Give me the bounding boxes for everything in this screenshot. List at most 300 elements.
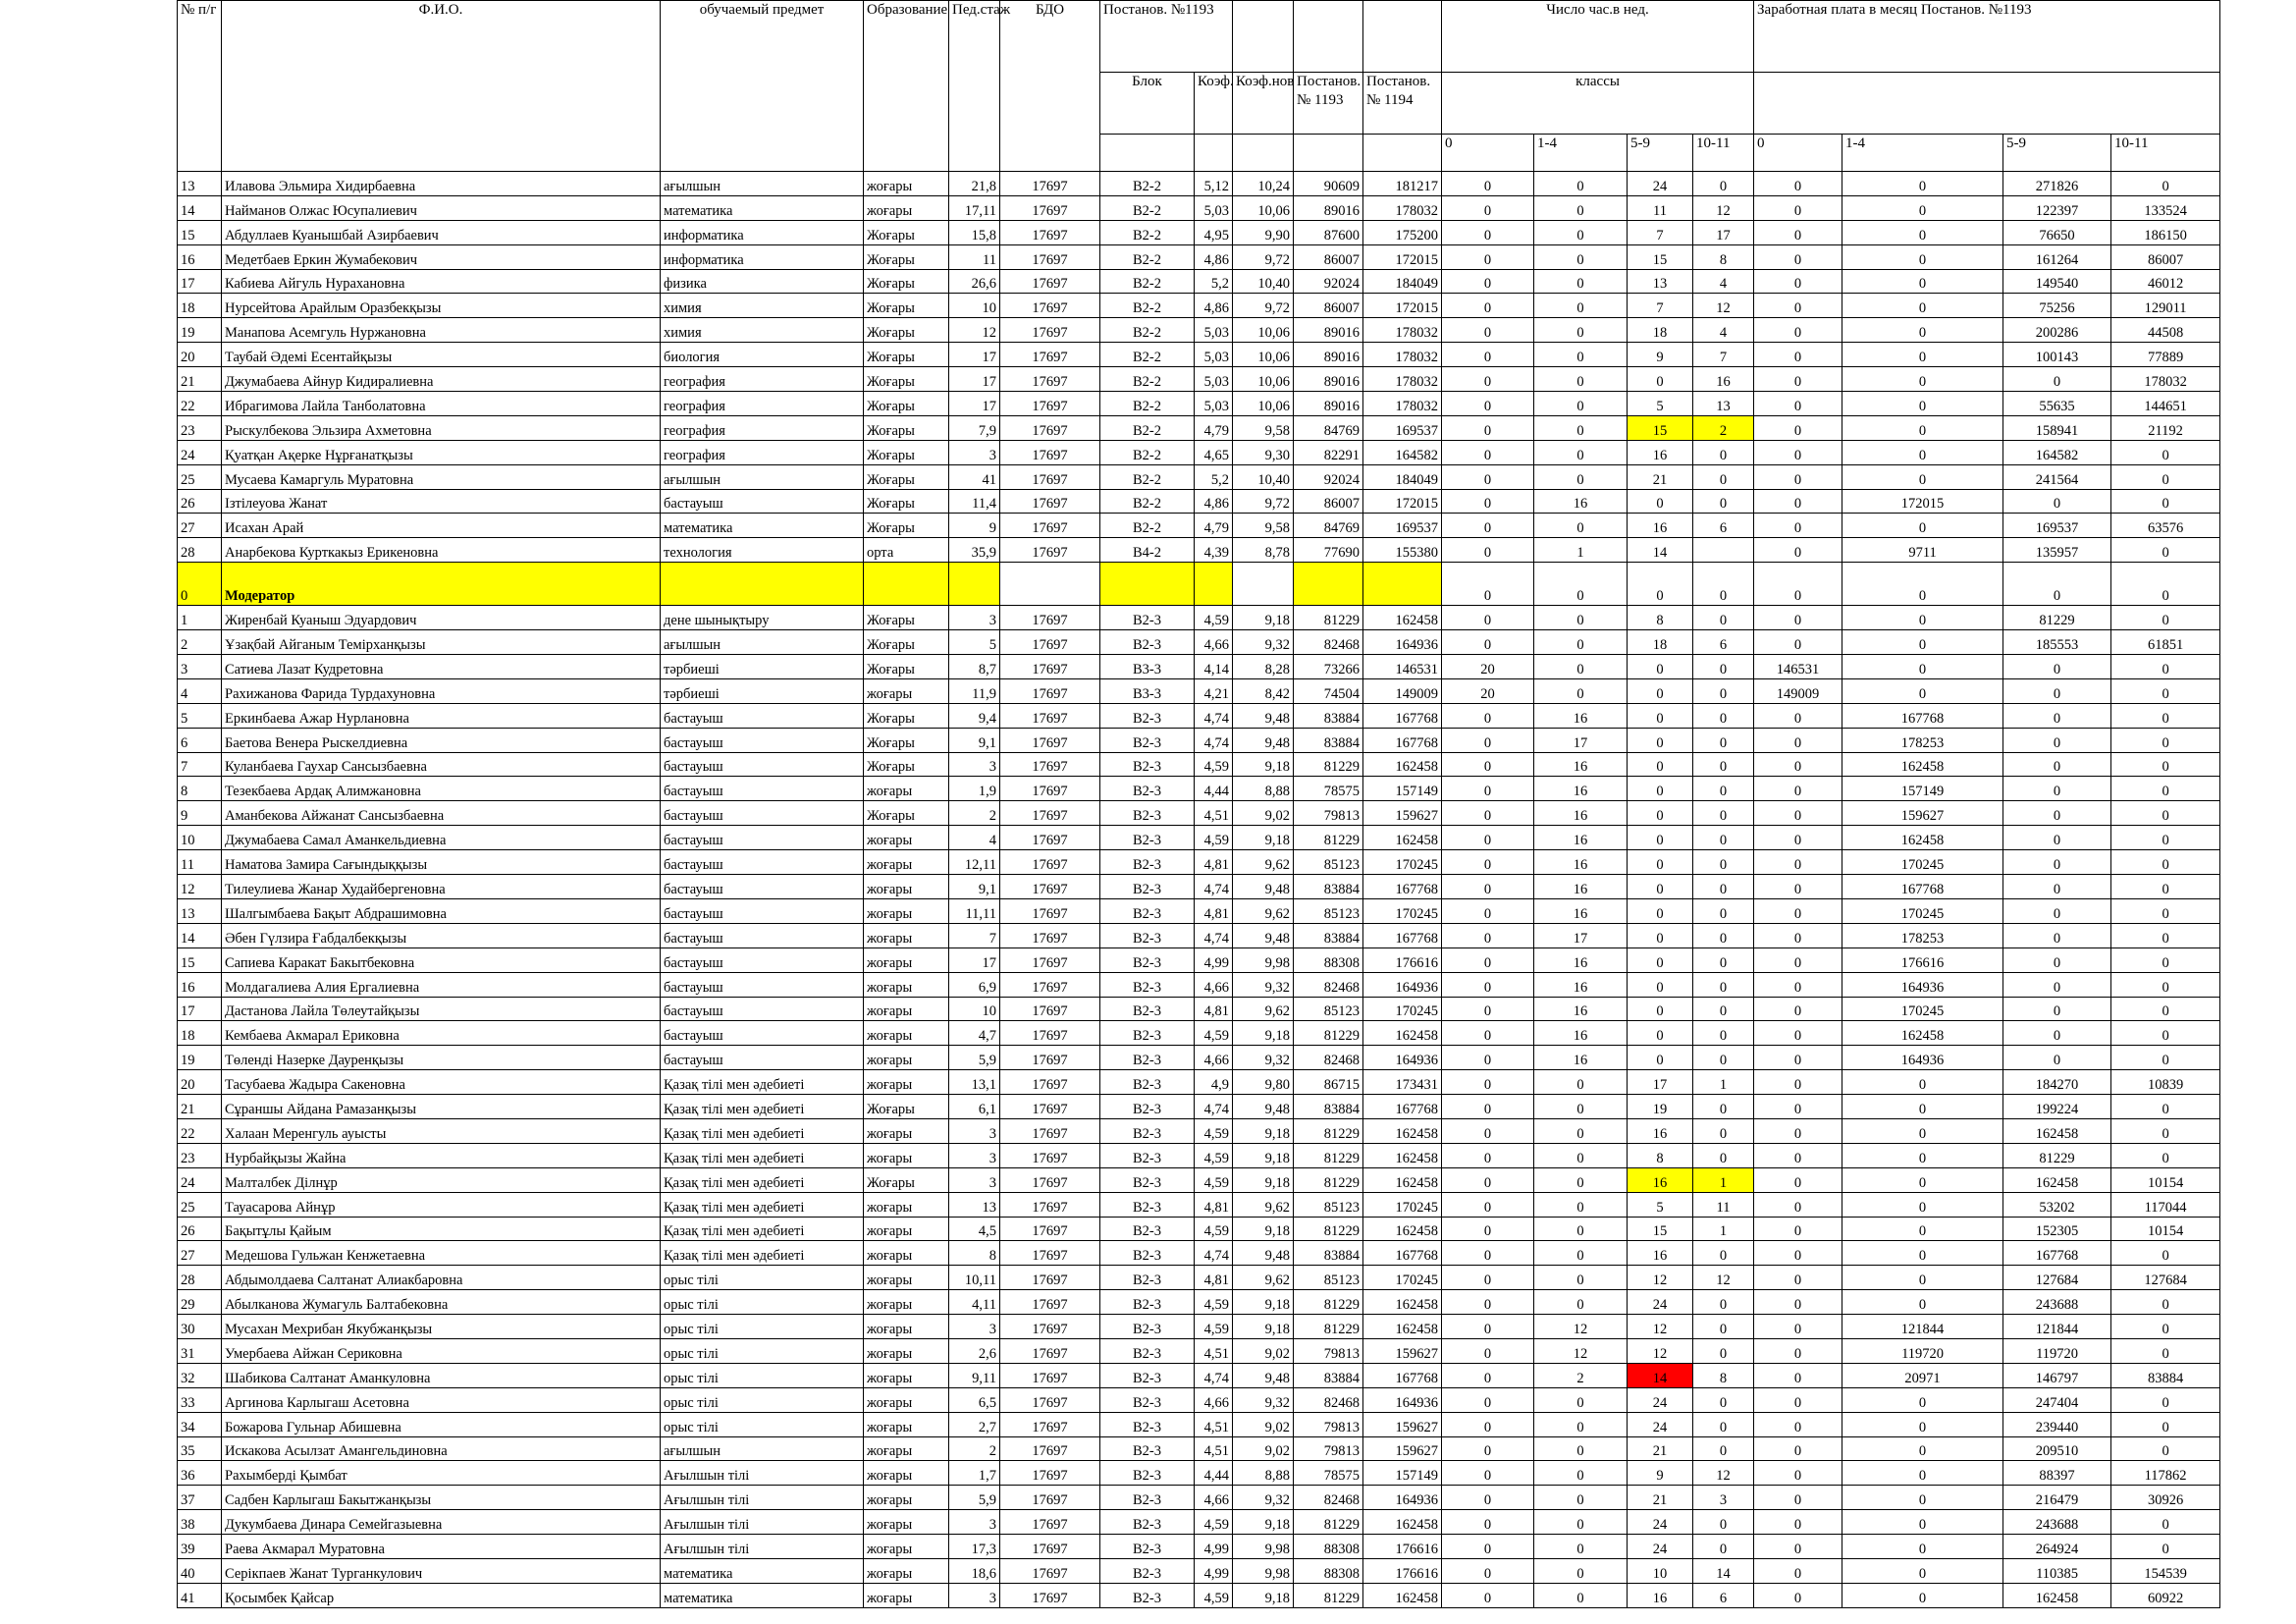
cell-post-1193: 81229	[1294, 1315, 1363, 1339]
cell-salary-0: 0	[1754, 1486, 1842, 1510]
cell-salary-1-4: 0	[1842, 318, 2003, 343]
cell-num: 41	[178, 1583, 222, 1607]
cell-salary-1-4: 0	[1842, 1412, 2003, 1436]
cell-post-1193: 89016	[1294, 343, 1363, 367]
cell-hours-1-4: 0	[1534, 367, 1628, 392]
cell-post-1194: 170245	[1363, 898, 1442, 923]
table-row	[178, 1192, 2220, 1217]
cell-hours-10-11: 0	[1693, 1436, 1754, 1461]
cell-block: В2-3	[1100, 1436, 1195, 1461]
cell-bdo: 17697	[1000, 777, 1100, 801]
cell-fio: Садбен Карлыгаш Бакытжанқызы	[222, 1486, 661, 1510]
cell-coef-hv: 9,48	[1233, 1095, 1294, 1119]
cell-hours-5-9: 0	[1628, 489, 1693, 514]
cell-post-1194: 172015	[1363, 244, 1442, 269]
cell-salary-1-4: 178253	[1842, 728, 2003, 752]
cell-hours-0: 0	[1442, 1535, 1534, 1559]
cell-hours-0: 0	[1442, 947, 1534, 972]
cell-fio: Наматова Замира Сағындыққызы	[222, 850, 661, 875]
cell-salary-1-4: 0	[1842, 1583, 2003, 1607]
cell-bdo: 17697	[1000, 1070, 1100, 1095]
cell-salary-0: 0	[1754, 538, 1842, 563]
cell-hours-10-11: 13	[1693, 392, 1754, 416]
cell-post-1193: 82468	[1294, 1046, 1363, 1070]
cell-hours-0: 0	[1442, 1241, 1534, 1266]
cell-bdo: 17697	[1000, 1558, 1100, 1583]
cell-post-1194: 169537	[1363, 415, 1442, 440]
cell-subject: бастауыш	[661, 972, 864, 997]
cell-salary-0: 0	[1754, 1046, 1842, 1070]
cell-post-1194: 167768	[1363, 1241, 1442, 1266]
cell-experience: 3	[949, 1315, 1000, 1339]
table-header	[178, 1, 2220, 172]
cell-education: Жоғары	[864, 392, 949, 416]
cell-post-1194: 170245	[1363, 997, 1442, 1021]
cell-subject: математика	[661, 1583, 864, 1607]
cell-post-1193: 78575	[1294, 1461, 1363, 1486]
cell-hours-0: 0	[1442, 1143, 1534, 1167]
cell-hours-10-11: 0	[1693, 440, 1754, 464]
cell-bdo: 17697	[1000, 1095, 1100, 1119]
cell-coef: 4,74	[1195, 875, 1233, 899]
cell-coef-hv: 8,88	[1233, 777, 1294, 801]
cell-hours-10-11: 0	[1693, 1535, 1754, 1559]
cell-fio: Сатиева Лазат Кудретовна	[222, 655, 661, 679]
cell-experience: 17,3	[949, 1535, 1000, 1559]
cell-coef-hv: 9,18	[1233, 1143, 1294, 1167]
cell-hours-5-9: 19	[1628, 1095, 1693, 1119]
cell-salary-0: 0	[1754, 997, 1842, 1021]
cell-hours-0: 0	[1442, 514, 1534, 538]
cell-hours-5-9: 24	[1628, 1290, 1693, 1315]
cell-salary-10-11: 0	[2111, 801, 2220, 826]
cell-hours-10-11: 3	[1693, 1486, 1754, 1510]
cell-salary-5-9: 0	[2003, 777, 2111, 801]
cell-coef: 4,14	[1195, 655, 1233, 679]
header-subject: обучаемый предмет	[661, 1, 864, 172]
cell-experience: 2	[949, 1436, 1000, 1461]
cell-hours-0: 0	[1442, 703, 1534, 728]
cell-post-1194: 159627	[1363, 1436, 1442, 1461]
cell-coef-hv: 9,98	[1233, 1558, 1294, 1583]
cell-hours-10-11: 0	[1693, 1412, 1754, 1436]
cell-bdo: 17697	[1000, 269, 1100, 294]
cell-fio: Манапова Асемгуль Нуржановна	[222, 318, 661, 343]
cell-experience: 3	[949, 606, 1000, 630]
cell-fio: Умербаева Айжан Сериковна	[222, 1338, 661, 1363]
cell-hours-1-4: 0	[1534, 606, 1628, 630]
cell-post-1193: 83884	[1294, 728, 1363, 752]
cell-salary-0: 0	[1754, 898, 1842, 923]
cell-block: В2-3	[1100, 923, 1195, 947]
cell-hours-0: 0	[1442, 195, 1534, 220]
cell-subject: бастауыш	[661, 489, 864, 514]
table-row	[178, 1095, 2220, 1119]
cell-hours-5-9: 16	[1628, 1167, 1693, 1192]
cell-fio: Рыскулбекова Эльзира Ахметовна	[222, 415, 661, 440]
cell-salary-1-4: 157149	[1842, 777, 2003, 801]
header-salary-1-4: 1-4	[1842, 135, 2003, 172]
cell-subject: бастауыш	[661, 947, 864, 972]
cell-block: В2-3	[1100, 898, 1195, 923]
cell-hours-1-4: 0	[1534, 415, 1628, 440]
cell-fio: Таубай Әдемі Есентайқызы	[222, 343, 661, 367]
cell-experience: 7	[949, 923, 1000, 947]
table-row	[178, 195, 2220, 220]
cell-post-1194: 159627	[1363, 801, 1442, 826]
cell-num: 15	[178, 220, 222, 244]
cell-salary-10-11: 0	[2111, 703, 2220, 728]
cell-experience: 17	[949, 343, 1000, 367]
cell-education: жоғары	[864, 826, 949, 850]
cell-hours-1-4: 2	[1534, 1363, 1628, 1387]
cell-hours-10-11	[1693, 538, 1754, 563]
cell-salary-1-4: 0	[1842, 367, 2003, 392]
cell-block: В2-2	[1100, 172, 1195, 196]
cell-subject: бастауыш	[661, 1046, 864, 1070]
cell-salary-1-4: 0	[1842, 343, 2003, 367]
cell-fio: Куланбаева Гаухар Сансызбаевна	[222, 752, 661, 777]
cell-fio: Аманбекова Айжанат Сансызбаевна	[222, 801, 661, 826]
cell-bdo: 17697	[1000, 1436, 1100, 1461]
cell-salary-10-11: 127684	[2111, 1266, 2220, 1290]
cell-num: 22	[178, 392, 222, 416]
cell-hours-10-11: 0	[1693, 1143, 1754, 1167]
cell-hours-0: 0	[1442, 1192, 1534, 1217]
cell-education: жоғары	[864, 1486, 949, 1510]
table-row	[178, 752, 2220, 777]
cell-salary-1-4: 0	[1842, 1387, 2003, 1412]
cell-coef-hv: 9,48	[1233, 875, 1294, 899]
cell-salary-1-4: 0	[1842, 220, 2003, 244]
cell-coef-hv: 9,62	[1233, 850, 1294, 875]
cell-education: жоғары	[864, 947, 949, 972]
cell-num: 26	[178, 1217, 222, 1241]
cell-experience: 3	[949, 1510, 1000, 1535]
cell-salary-5-9: 162458	[2003, 1167, 2111, 1192]
cell-salary-1-4: 176616	[1842, 947, 2003, 972]
cell-fio: Мусахан Мехрибан Якубжанқызы	[222, 1315, 661, 1339]
cell-hours-0: 0	[1442, 367, 1534, 392]
header-experience: Пед.стаж	[949, 1, 1000, 172]
cell-block: В2-3	[1100, 1290, 1195, 1315]
cell-post-1193: 86007	[1294, 244, 1363, 269]
cell-hours-1-4: 0	[1534, 1192, 1628, 1217]
cell-block: В2-3	[1100, 1387, 1195, 1412]
cell-hours-5-9: 24	[1628, 1535, 1693, 1559]
cell-bdo: 17697	[1000, 801, 1100, 826]
header-post-1193: Постанов. № 1193	[1294, 73, 1363, 135]
cell-block: В2-2	[1100, 244, 1195, 269]
cell-salary-5-9: 81229	[2003, 606, 2111, 630]
cell-hours-10-11: 0	[1693, 606, 1754, 630]
cell-subject: бастауыш	[661, 801, 864, 826]
cell-hours-5-9: 12	[1628, 1266, 1693, 1290]
header-empty-8	[1294, 135, 1363, 172]
cell-block: В2-3	[1100, 606, 1195, 630]
cell-salary-10-11: 0	[2111, 655, 2220, 679]
cell-hours-5-9: 24	[1628, 1510, 1693, 1535]
cell-post-1193: 83884	[1294, 1095, 1363, 1119]
cell-post-1193: 89016	[1294, 195, 1363, 220]
cell-salary-10-11: 0	[2111, 1535, 2220, 1559]
cell-hours-0: 0	[1442, 972, 1534, 997]
cell-bdo: 17697	[1000, 630, 1100, 655]
cell-bdo	[1000, 563, 1100, 606]
cell-hours-10-11: 0	[1693, 972, 1754, 997]
cell-hours-0: 20	[1442, 655, 1534, 679]
cell-salary-1-4: 20971	[1842, 1363, 2003, 1387]
cell-coef-hv: 9,32	[1233, 1046, 1294, 1070]
cell-coef-hv: 9,18	[1233, 1510, 1294, 1535]
cell-post-1193: 81229	[1294, 826, 1363, 850]
cell-post-1194: 173431	[1363, 1070, 1442, 1095]
cell-hours-1-4: 0	[1534, 1387, 1628, 1412]
cell-education: жоғары	[864, 1412, 949, 1436]
header-empty-4	[1754, 73, 2220, 135]
cell-salary-10-11: 21192	[2111, 415, 2220, 440]
cell-salary-1-4: 0	[1842, 1510, 2003, 1535]
cell-coef: 4,59	[1195, 1290, 1233, 1315]
cell-subject: Ағылшын тілі	[661, 1535, 864, 1559]
cell-education: Жоғары	[864, 244, 949, 269]
cell-subject: бастауыш	[661, 923, 864, 947]
table-row	[178, 1046, 2220, 1070]
cell-experience: 3	[949, 1583, 1000, 1607]
cell-hours-0: 0	[1442, 923, 1534, 947]
cell-salary-10-11: 117044	[2111, 1192, 2220, 1217]
cell-block: В2-2	[1100, 220, 1195, 244]
cell-hours-5-9: 24	[1628, 1412, 1693, 1436]
cell-hours-1-4: 16	[1534, 752, 1628, 777]
cell-post-1193: 82468	[1294, 630, 1363, 655]
cell-salary-0: 0	[1754, 1583, 1842, 1607]
cell-post-1194: 178032	[1363, 318, 1442, 343]
cell-post-1194: 162458	[1363, 1290, 1442, 1315]
cell-hours-10-11: 0	[1693, 563, 1754, 606]
header-post-1194: Постанов. № 1194	[1363, 73, 1442, 135]
cell-fio: Ұзақбай Айганым Темірханқызы	[222, 630, 661, 655]
cell-bdo: 17697	[1000, 923, 1100, 947]
cell-hours-10-11: 0	[1693, 947, 1754, 972]
cell-subject: Қазақ тілі мен әдебиеті	[661, 1143, 864, 1167]
table-row	[178, 997, 2220, 1021]
cell-num: 6	[178, 728, 222, 752]
cell-fio: Медешова Гульжан Кенжетаевна	[222, 1241, 661, 1266]
cell-hours-10-11: 6	[1693, 630, 1754, 655]
cell-hours-0: 0	[1442, 1167, 1534, 1192]
cell-coef: 4,51	[1195, 1436, 1233, 1461]
cell-education: жоғары	[864, 1266, 949, 1290]
cell-hours-1-4: 0	[1534, 1143, 1628, 1167]
cell-post-1193: 89016	[1294, 367, 1363, 392]
cell-hours-10-11: 0	[1693, 1290, 1754, 1315]
cell-hours-5-9: 0	[1628, 850, 1693, 875]
cell-coef: 4,74	[1195, 1363, 1233, 1387]
cell-hours-1-4: 0	[1534, 195, 1628, 220]
cell-salary-0: 0	[1754, 1436, 1842, 1461]
cell-coef-hv: 8,42	[1233, 678, 1294, 703]
cell-post-1194: 172015	[1363, 489, 1442, 514]
cell-experience: 3	[949, 752, 1000, 777]
cell-post-1194: 176616	[1363, 1558, 1442, 1583]
cell-hours-5-9: 7	[1628, 294, 1693, 318]
cell-hours-0: 0	[1442, 1510, 1534, 1535]
cell-num: 11	[178, 850, 222, 875]
cell-salary-1-4: 178253	[1842, 923, 2003, 947]
cell-experience: 3	[949, 1167, 1000, 1192]
cell-num: 38	[178, 1510, 222, 1535]
cell-coef: 4,59	[1195, 826, 1233, 850]
cell-bdo: 17697	[1000, 489, 1100, 514]
cell-num: 32	[178, 1363, 222, 1387]
cell-education: жоғары	[864, 1021, 949, 1046]
cell-hours-1-4: 17	[1534, 728, 1628, 752]
table-row	[178, 630, 2220, 655]
table-row	[178, 898, 2220, 923]
cell-experience: 13,1	[949, 1070, 1000, 1095]
cell-hours-10-11: 0	[1693, 1241, 1754, 1266]
cell-salary-0: 0	[1754, 415, 1842, 440]
cell-hours-10-11: 6	[1693, 1583, 1754, 1607]
table-body	[178, 172, 2220, 1608]
cell-num: 2	[178, 630, 222, 655]
table-row	[178, 172, 2220, 196]
cell-hours-1-4: 0	[1534, 318, 1628, 343]
cell-experience: 2	[949, 801, 1000, 826]
cell-salary-5-9: 55635	[2003, 392, 2111, 416]
cell-salary-0: 0	[1754, 1535, 1842, 1559]
cell-hours-1-4: 0	[1534, 1290, 1628, 1315]
cell-hours-5-9: 8	[1628, 1143, 1693, 1167]
table-row	[178, 947, 2220, 972]
cell-block: В2-3	[1100, 1486, 1195, 1510]
cell-bdo: 17697	[1000, 415, 1100, 440]
cell-subject: технология	[661, 538, 864, 563]
cell-hours-10-11: 14	[1693, 1558, 1754, 1583]
cell-salary-0: 0	[1754, 801, 1842, 826]
table-row	[178, 1143, 2220, 1167]
cell-hours-5-9: 14	[1628, 1363, 1693, 1387]
table-row	[178, 875, 2220, 899]
cell-education: жоғары	[864, 1510, 949, 1535]
cell-subject: тәрбиеші	[661, 678, 864, 703]
cell-coef-hv: 9,02	[1233, 1338, 1294, 1363]
cell-salary-10-11: 117862	[2111, 1461, 2220, 1486]
cell-num: 19	[178, 1046, 222, 1070]
cell-fio: Илавова Эльмира Хидирбаевна	[222, 172, 661, 196]
cell-salary-5-9: 243688	[2003, 1510, 2111, 1535]
cell-post-1193: 85123	[1294, 850, 1363, 875]
cell-coef-hv: 9,02	[1233, 1436, 1294, 1461]
cell-coef: 4,66	[1195, 1046, 1233, 1070]
cell-hours-10-11: 12	[1693, 294, 1754, 318]
cell-num: 24	[178, 1167, 222, 1192]
cell-post-1193: 87600	[1294, 220, 1363, 244]
cell-salary-0: 0	[1754, 1363, 1842, 1387]
cell-bdo: 17697	[1000, 1338, 1100, 1363]
cell-num: 34	[178, 1412, 222, 1436]
cell-salary-5-9: 135957	[2003, 538, 2111, 563]
cell-salary-0: 0	[1754, 606, 1842, 630]
cell-post-1194: 159627	[1363, 1338, 1442, 1363]
cell-num: 7	[178, 752, 222, 777]
cell-salary-10-11: 83884	[2111, 1363, 2220, 1387]
cell-fio: Сапиева Каракат Бакытбековна	[222, 947, 661, 972]
cell-salary-10-11: 0	[2111, 1436, 2220, 1461]
cell-num: 10	[178, 826, 222, 850]
cell-hours-5-9: 12	[1628, 1315, 1693, 1339]
cell-salary-0: 0	[1754, 1143, 1842, 1167]
cell-fio: Шалгымбаева Бақыт Абдрашимовна	[222, 898, 661, 923]
cell-salary-1-4: 167768	[1842, 875, 2003, 899]
cell-salary-5-9: 0	[2003, 655, 2111, 679]
cell-num: 4	[178, 678, 222, 703]
cell-education: Жоғары	[864, 1167, 949, 1192]
cell-education: Жоғары	[864, 415, 949, 440]
cell-bdo: 17697	[1000, 172, 1100, 196]
cell-hours-10-11: 0	[1693, 997, 1754, 1021]
cell-coef-hv: 9,62	[1233, 1192, 1294, 1217]
cell-coef: 4,86	[1195, 244, 1233, 269]
cell-subject: дене шынықтыру	[661, 606, 864, 630]
cell-post-1194: 176616	[1363, 947, 1442, 972]
cell-salary-10-11: 0	[2111, 678, 2220, 703]
cell-hours-10-11: 0	[1693, 801, 1754, 826]
cell-hours-5-9: 0	[1628, 801, 1693, 826]
cell-block: В2-3	[1100, 1583, 1195, 1607]
cell-post-1193: 79813	[1294, 1338, 1363, 1363]
cell-salary-10-11: 0	[2111, 947, 2220, 972]
cell-education	[864, 563, 949, 606]
cell-experience: 17	[949, 392, 1000, 416]
header-empty-5	[1100, 135, 1195, 172]
cell-subject: бастауыш	[661, 875, 864, 899]
table-row	[178, 972, 2220, 997]
cell-hours-0: 0	[1442, 898, 1534, 923]
cell-bdo: 17697	[1000, 538, 1100, 563]
cell-coef: 5,03	[1195, 318, 1233, 343]
cell-education: жоғары	[864, 1387, 949, 1412]
cell-experience: 10	[949, 294, 1000, 318]
cell-block: В2-3	[1100, 997, 1195, 1021]
table-row	[178, 1021, 2220, 1046]
cell-salary-1-4: 0	[1842, 606, 2003, 630]
cell-post-1193: 82468	[1294, 972, 1363, 997]
header-hours-0: 0	[1442, 135, 1534, 172]
cell-hours-10-11: 0	[1693, 777, 1754, 801]
cell-coef: 4,59	[1195, 1315, 1233, 1339]
cell-coef: 4,79	[1195, 514, 1233, 538]
cell-num: 16	[178, 244, 222, 269]
cell-post-1194: 178032	[1363, 367, 1442, 392]
cell-experience: 12	[949, 318, 1000, 343]
cell-salary-5-9: 200286	[2003, 318, 2111, 343]
cell-bdo: 17697	[1000, 392, 1100, 416]
cell-bdo: 17697	[1000, 318, 1100, 343]
cell-salary-0: 0	[1754, 464, 1842, 489]
cell-bdo: 17697	[1000, 1363, 1100, 1387]
cell-fio: Тасубаева Жадыра Сакеновна	[222, 1070, 661, 1095]
header-empty-2	[1294, 1, 1363, 73]
cell-hours-5-9: 24	[1628, 172, 1693, 196]
cell-salary-1-4: 0	[1842, 172, 2003, 196]
cell-subject: физика	[661, 269, 864, 294]
cell-salary-0: 146531	[1754, 655, 1842, 679]
cell-hours-10-11: 16	[1693, 367, 1754, 392]
table-row	[178, 850, 2220, 875]
cell-coef: 4,81	[1195, 1192, 1233, 1217]
